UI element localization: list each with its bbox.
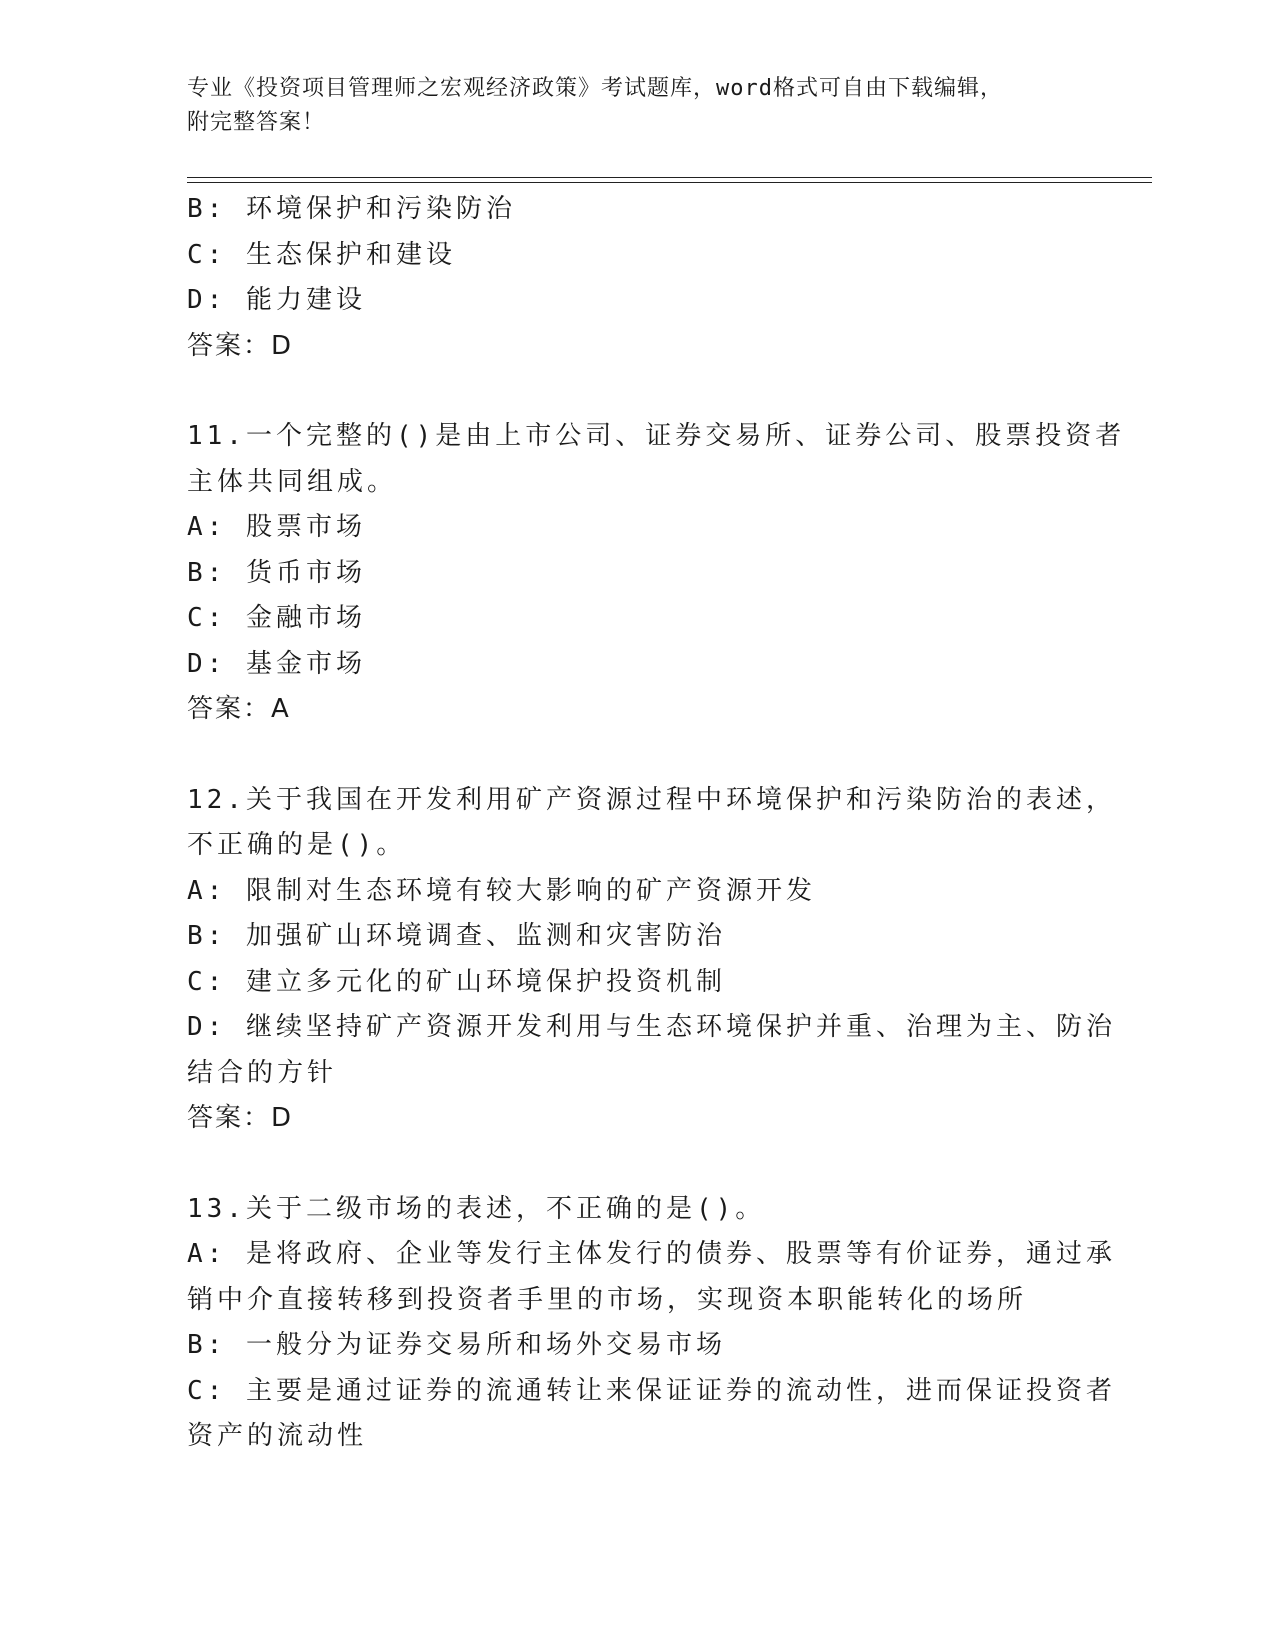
option-a: A: 是将政府、企业等发行主体发行的债券、股票等有价证券，通过承 bbox=[187, 1239, 1116, 1269]
header-line-2: 附完整答案！ bbox=[187, 110, 326, 135]
document-header bbox=[187, 72, 1067, 140]
question-text-cont: 不正确的是()。 bbox=[187, 830, 407, 860]
option-b: B: 货币市场 bbox=[187, 557, 366, 588]
header-line-1: 专业《投资项目管理师之宏观经济政策》考试题库，word格式可自由下载编辑， bbox=[187, 76, 1003, 101]
option-c: C: 金融市场 bbox=[187, 603, 366, 633]
option-c: C: 建立多元化的矿山环境保护投资机制 bbox=[187, 966, 726, 997]
answer: 答案：A bbox=[187, 694, 291, 724]
option-c: C: 主要是通过证券的流通转让来保证证券的流动性，进而保证投资者 bbox=[187, 1375, 1116, 1406]
option-d: D: 基金市场 bbox=[187, 648, 366, 679]
question-text-cont: 主体共同组成。 bbox=[187, 466, 398, 497]
option-d: D: 继续坚持矿产资源开发利用与生态环境保护并重、治理为主、防治 bbox=[187, 1012, 1116, 1042]
question-text: 13.关于二级市场的表述，不正确的是()。 bbox=[187, 1193, 766, 1224]
answer: 答案：D bbox=[187, 1103, 294, 1133]
option-b: B: 环境保护和污染防治 bbox=[187, 194, 516, 224]
question-text: 12.关于我国在开发利用矿产资源过程中环境保护和污染防治的表述， bbox=[187, 784, 1116, 815]
option-a: A: 股票市场 bbox=[187, 512, 366, 542]
option-a-cont: 销中介直接转移到投资者手里的市场，实现资本职能转化的场所 bbox=[187, 1284, 1028, 1315]
answer: 答案：D bbox=[187, 330, 294, 361]
question-11 bbox=[187, 414, 1126, 733]
question-12 bbox=[187, 778, 1116, 1142]
option-b: B: 加强矿山环境调查、监测和灾害防治 bbox=[187, 921, 726, 951]
option-c-cont: 资产的流动性 bbox=[187, 1421, 368, 1451]
header-divider bbox=[187, 177, 1152, 183]
question-list bbox=[187, 187, 1126, 1460]
question-10 bbox=[187, 187, 1087, 369]
option-d-cont: 结合的方针 bbox=[187, 1057, 338, 1088]
option-b: B: 一般分为证券交易所和场外交易市场 bbox=[187, 1330, 726, 1360]
question-text: 11.一个完整的()是由上市公司、证券交易所、证券公司、股票投资者 bbox=[187, 421, 1126, 451]
option-d: D: 能力建设 bbox=[187, 285, 366, 315]
option-a: A: 限制对生态环境有较大影响的矿产资源开发 bbox=[187, 875, 816, 906]
question-13 bbox=[187, 1187, 1116, 1460]
option-c: C: 生态保护和建设 bbox=[187, 239, 456, 270]
